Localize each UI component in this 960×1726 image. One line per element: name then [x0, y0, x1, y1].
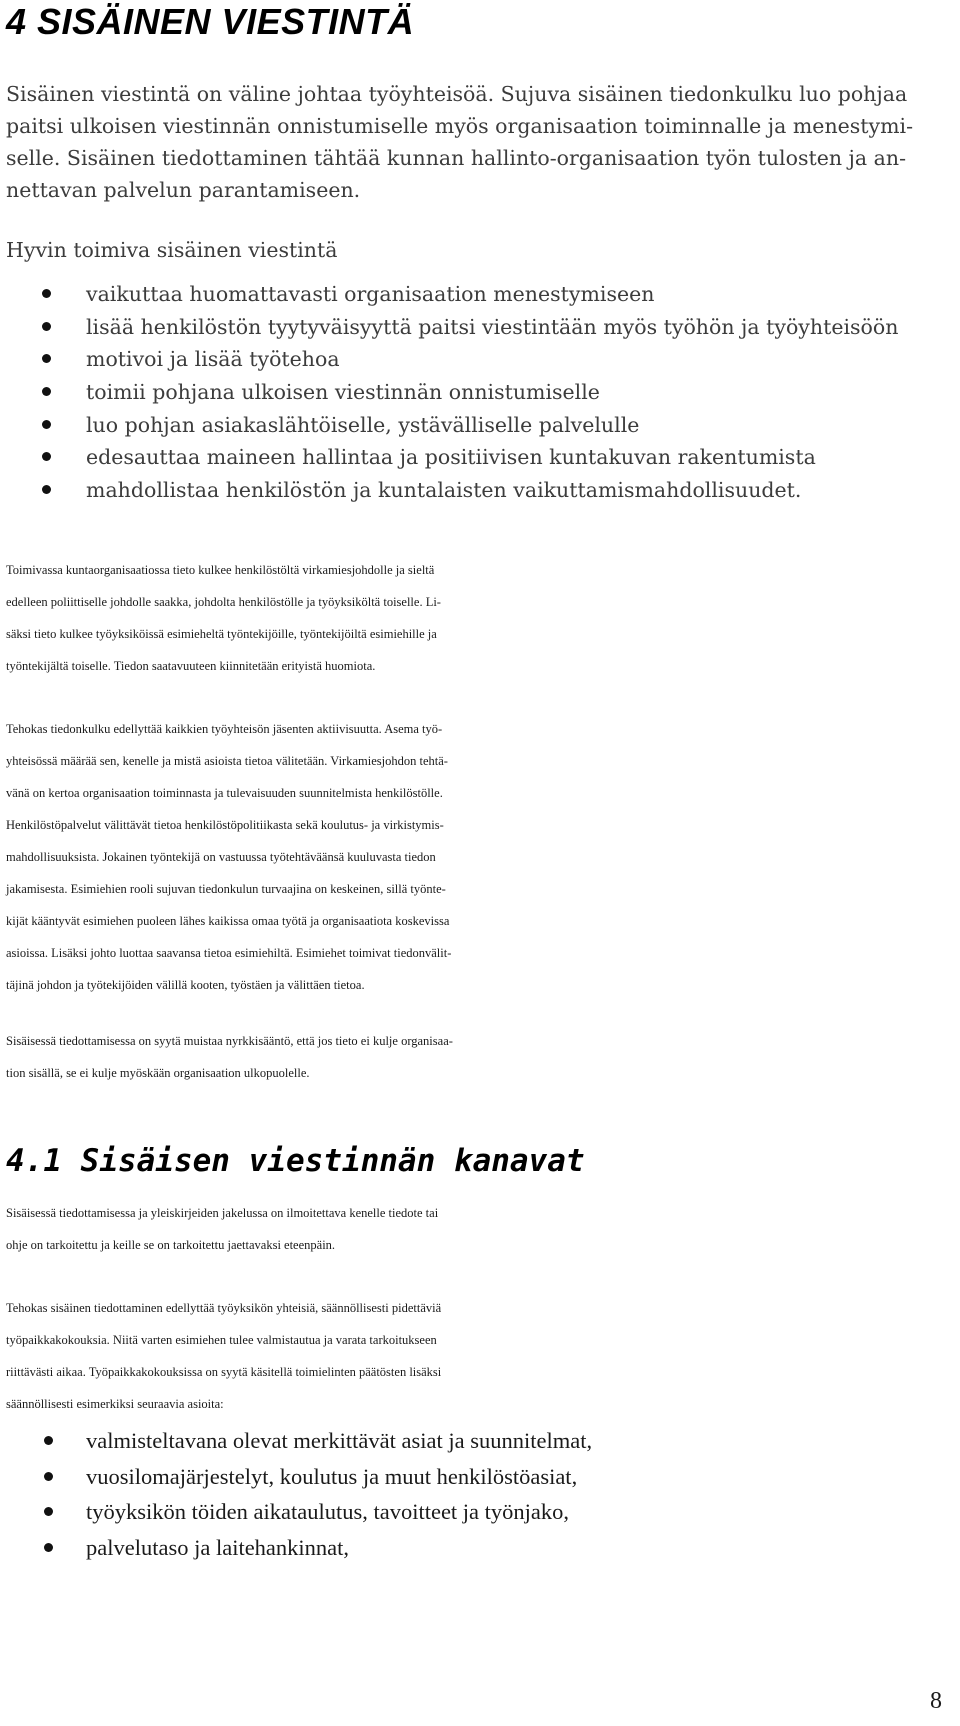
text-line: Toimivassa kuntaorganisaatiossa tieto kulkee henkilöstöltä virkamiesjohdolle ja sieltä [6, 563, 435, 577]
text-line: työpaikkakokouksia. Niitä varten esimiehen tulee valmistautua ja varata tarkoitukseen [6, 1333, 437, 1347]
list-item-text: vuosilomajärjestelyt, koulutus ja muut henkilöstöasiat, [86, 1463, 578, 1489]
text-line: työntekijältä toiselle. Tiedon saatavuuteen kiinnitetään erityistä huomiota. [6, 659, 376, 673]
text-line: säännöllisesti esimerkiksi seuraavia asioita: [6, 1397, 224, 1411]
text-line: täjinä johdon ja työtekijöiden välillä kooten, työstäen ja välittäen tietoa. [6, 978, 365, 992]
list-item [0, 1424, 592, 1460]
text-line: jakamisesta. Esimiehien rooli sujuvan tiedonkulun turvaajina on keskeinen, sillä työnte- [6, 882, 446, 896]
text-line: tion sisällä, se ei kulje myöskään organisaation ulkopuolelle. [6, 1066, 310, 1080]
list-item [0, 1460, 592, 1496]
list-item [0, 474, 898, 507]
benefits-list [0, 278, 898, 507]
intro-paragraph [6, 78, 954, 206]
rule-of-thumb-paragraph [6, 1025, 956, 1089]
list-item-text: palvelutaso ja laitehankinnat, [86, 1535, 350, 1561]
list-item-text: edesauttaa maineen hallintaa ja positiivisen kuntakuvan rakentumista [86, 445, 816, 470]
bullet-icon [44, 1436, 53, 1445]
bullet-icon [42, 322, 51, 331]
bullet-icon [42, 354, 51, 363]
bullet-icon [42, 485, 51, 494]
text-line: Sisäisessä tiedottamisessa on syytä muistaa nyrkkisääntö, että jos tieto ei kulje organisaa- [6, 1034, 453, 1048]
flow-paragraph [6, 554, 956, 682]
text-line: yhteisössä määrää sen, kenelle ja mistä asioista tietoa välitetään. Virkamiesjohdon tehtä- [6, 754, 448, 768]
bullet-icon [42, 452, 51, 461]
list-item [0, 278, 898, 311]
list-item-text: luo pohjan asiakaslähtöiselle, ystävälliselle palvelulle [86, 412, 640, 437]
list-item-text: toimii pohjana ulkoisen viestinnän onnistumiselle [86, 380, 600, 405]
list-intro: Hyvin toimiva sisäinen viestintä [6, 238, 338, 262]
bullet-icon [42, 420, 51, 429]
text-line: Tehokas sisäinen tiedottaminen edellyttää työyksikön yhteisiä, säännöllisesti pidettäviä [6, 1301, 442, 1315]
bullet-icon [44, 1543, 53, 1552]
list-item [0, 409, 898, 442]
list-item-text: valmisteltavana olevat merkittävät asiat ja suunnitelmat, [86, 1428, 593, 1453]
list-item [0, 311, 898, 344]
list-item [0, 376, 898, 409]
text-line: Sisäisessä tiedottamisessa ja yleiskirjeiden jakelussa on ilmoitettava kenelle tiedote tai [6, 1206, 439, 1220]
list-item-text: lisää henkilöstön tyytyväisyyttä paitsi viestintään myös työhön ja työyhteisöön [86, 314, 899, 339]
list-item-text: mahdollistaa henkilöstön ja kuntalaisten vaikuttamismahdollisuudet. [86, 478, 802, 503]
bullet-icon [42, 289, 51, 298]
list-item [0, 1495, 592, 1531]
text-line: kijät kääntyvät esimiehen puoleen lähes kaikissa omaa työtä ja organisaatiota koskevissa [6, 914, 450, 928]
text-line: nettavan palvelun parantamiseen. [6, 178, 361, 202]
bullet-icon [44, 1507, 53, 1516]
text-line: Sisäinen viestintä on väline johtaa työyhteisöä. Sujuva sisäinen tiedonkulku luo pohjaa [6, 82, 908, 106]
text-line: paitsi ulkoisen viestinnän onnistumiselle myös organisaation toiminnalle ja menestymi- [6, 114, 914, 138]
text-line: säksi tieto kulkee työyksiköissä esimieheltä työntekijöille, työntekijöiltä esimiehille ja [6, 627, 437, 641]
list-item [0, 1531, 592, 1567]
page-number: 8 [930, 1688, 942, 1714]
meetings-paragraph [6, 1292, 956, 1420]
list-item-text: motivoi ja lisää työtehoa [86, 347, 340, 372]
list-item-text: työyksikön töiden aikataulutus, tavoitteet ja työnjako, [86, 1499, 570, 1525]
text-line: edelleen poliittiselle johdolle saakka, johdolta henkilöstölle ja työyksiköltä toiselle. Li- [6, 595, 441, 609]
text-line: ohje on tarkoitettu ja keille se on tarkoitettu jaettavaksi eteenpäin. [6, 1238, 336, 1252]
section-heading: 4.1 Sisäisen viestinnän kanavat [6, 1143, 585, 1179]
list-item [0, 441, 898, 474]
activity-paragraph [6, 713, 956, 1001]
text-line: riittävästi aikaa. Työpaikkakokouksissa on syytä käsitellä toimielinten päätösten lisäksi [6, 1365, 442, 1379]
text-line: Tehokas tiedonkulku edellyttää kaikkien työyhteisön jäsenten aktiivisuutta. Asema työ- [6, 722, 443, 736]
list-item [0, 343, 898, 376]
text-line: asioissa. Lisäksi johto luottaa saavansa tietoa esimiehiltä. Esimiehet toimivat tiedonvälit- [6, 946, 452, 960]
chapter-heading: 4 SISÄINEN VIESTINTÄ [6, 1, 415, 42]
meeting-topics-list [0, 1424, 592, 1567]
channels-paragraph [6, 1197, 956, 1261]
bullet-icon [42, 387, 51, 396]
text-line: Henkilöstöpalvelut välittävät tietoa henkilöstöpolitiikasta sekä koulutus- ja virkistymis- [6, 818, 444, 832]
list-item-text: vaikuttaa huomattavasti organisaation menestymiseen [86, 282, 655, 306]
text-line: mahdollisuuksista. Jokainen työntekijä on vastuussa työtehtäväänsä kuuluvasta tiedon [6, 850, 436, 864]
text-line: selle. Sisäinen tiedottaminen tähtää kunnan hallinto-organisaation työn tulosten ja an- [6, 146, 906, 170]
bullet-icon [44, 1472, 53, 1481]
text-line: vänä on kertoa organisaation toiminnasta ja tulevaisuuden suunnitelmista henkilöstölle. [6, 786, 443, 800]
